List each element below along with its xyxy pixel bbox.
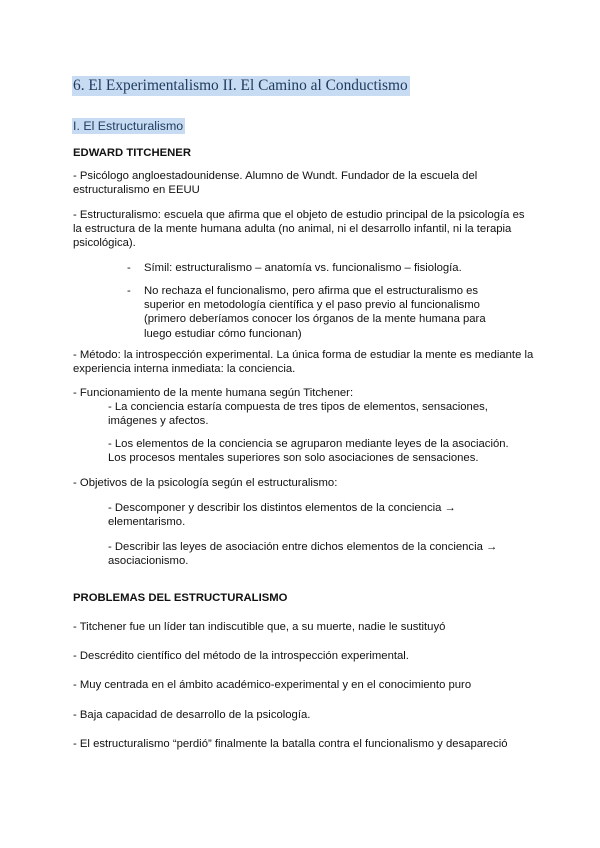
problem-item: - Muy centrada en el ámbito académico-experimental y en el conocimiento puro bbox=[73, 679, 472, 691]
document-title: 6. El Experimentalismo II. El Camino al Conductismo bbox=[73, 77, 408, 94]
paragraph-estructuralismo: - Estructuralismo: escuela que afirma que el objeto de estudio principal de la psicología es la estructura de la mente humana adulta (no animal, ni el desarrollo infantil, ni la terapia psicológica). bbox=[73, 209, 525, 250]
problem-item: - Titchener fue un líder tan indiscutible que, a su muerte, nadie le sustituyó bbox=[73, 621, 446, 633]
problem-item: - Descrédito científico del método de la introspección experimental. bbox=[73, 650, 409, 662]
paragraph-funcionamiento: - Funcionamiento de la mente humana según Titchener: bbox=[73, 387, 354, 399]
problem-item: - Baja capacidad de desarrollo de la psicología. bbox=[73, 709, 311, 721]
sub-item-descomponer: - Descomponer y describir los distintos elementos de la conciencia → elementarismo. bbox=[108, 502, 456, 529]
paragraph-metodo: - Método: la introspección experimental. La única forma de estudiar la mente es mediante la experiencia interna inmediata: la conciencia. bbox=[73, 349, 534, 376]
person-heading: EDWARD TITCHENER bbox=[73, 147, 191, 159]
bullet-no-rechaza: No rechaza el funcionalismo, pero afirma que el estructuralismo es superior en metodología científica y el paso previo al funcionalismo (primero deberíamos conocer los órganos de la mente humana para luego estudiar cómo funcionan) bbox=[144, 285, 486, 340]
problems-heading: PROBLEMAS DEL ESTRUCTURALISMO bbox=[73, 592, 288, 604]
problem-item: - El estructuralismo “perdió” finalmente la batalla contra el funcionalismo y desapareció bbox=[73, 738, 508, 750]
sub-item-conciencia: - La conciencia estaría compuesta de tres tipos de elementos, sensaciones, imágenes y afectos. bbox=[108, 401, 488, 428]
sub-item-describir: - Describir las leyes de asociación entre dichos elementos de la conciencia → asociacionismo. bbox=[108, 541, 498, 568]
paragraph-psicologo: - Psicólogo angloestadounidense. Alumno de Wundt. Fundador de la escuela del estructuralismo en EEUU bbox=[73, 170, 478, 197]
paragraph-objetivos: - Objetivos de la psicología según el estructuralismo: bbox=[73, 477, 338, 489]
bullet-simil: Símil: estructuralismo – anatomía vs. funcionalismo – fisiología. bbox=[144, 262, 462, 274]
bullet-dash: - bbox=[127, 285, 131, 297]
sub-item-elementos: - Los elementos de la conciencia se agruparon mediante leyes de la asociación. Los procesos mentales superiores son solo asociaciones de sensaciones. bbox=[108, 438, 509, 465]
section-heading: I. El Estructuralismo bbox=[73, 119, 184, 133]
bullet-dash: - bbox=[127, 262, 131, 274]
